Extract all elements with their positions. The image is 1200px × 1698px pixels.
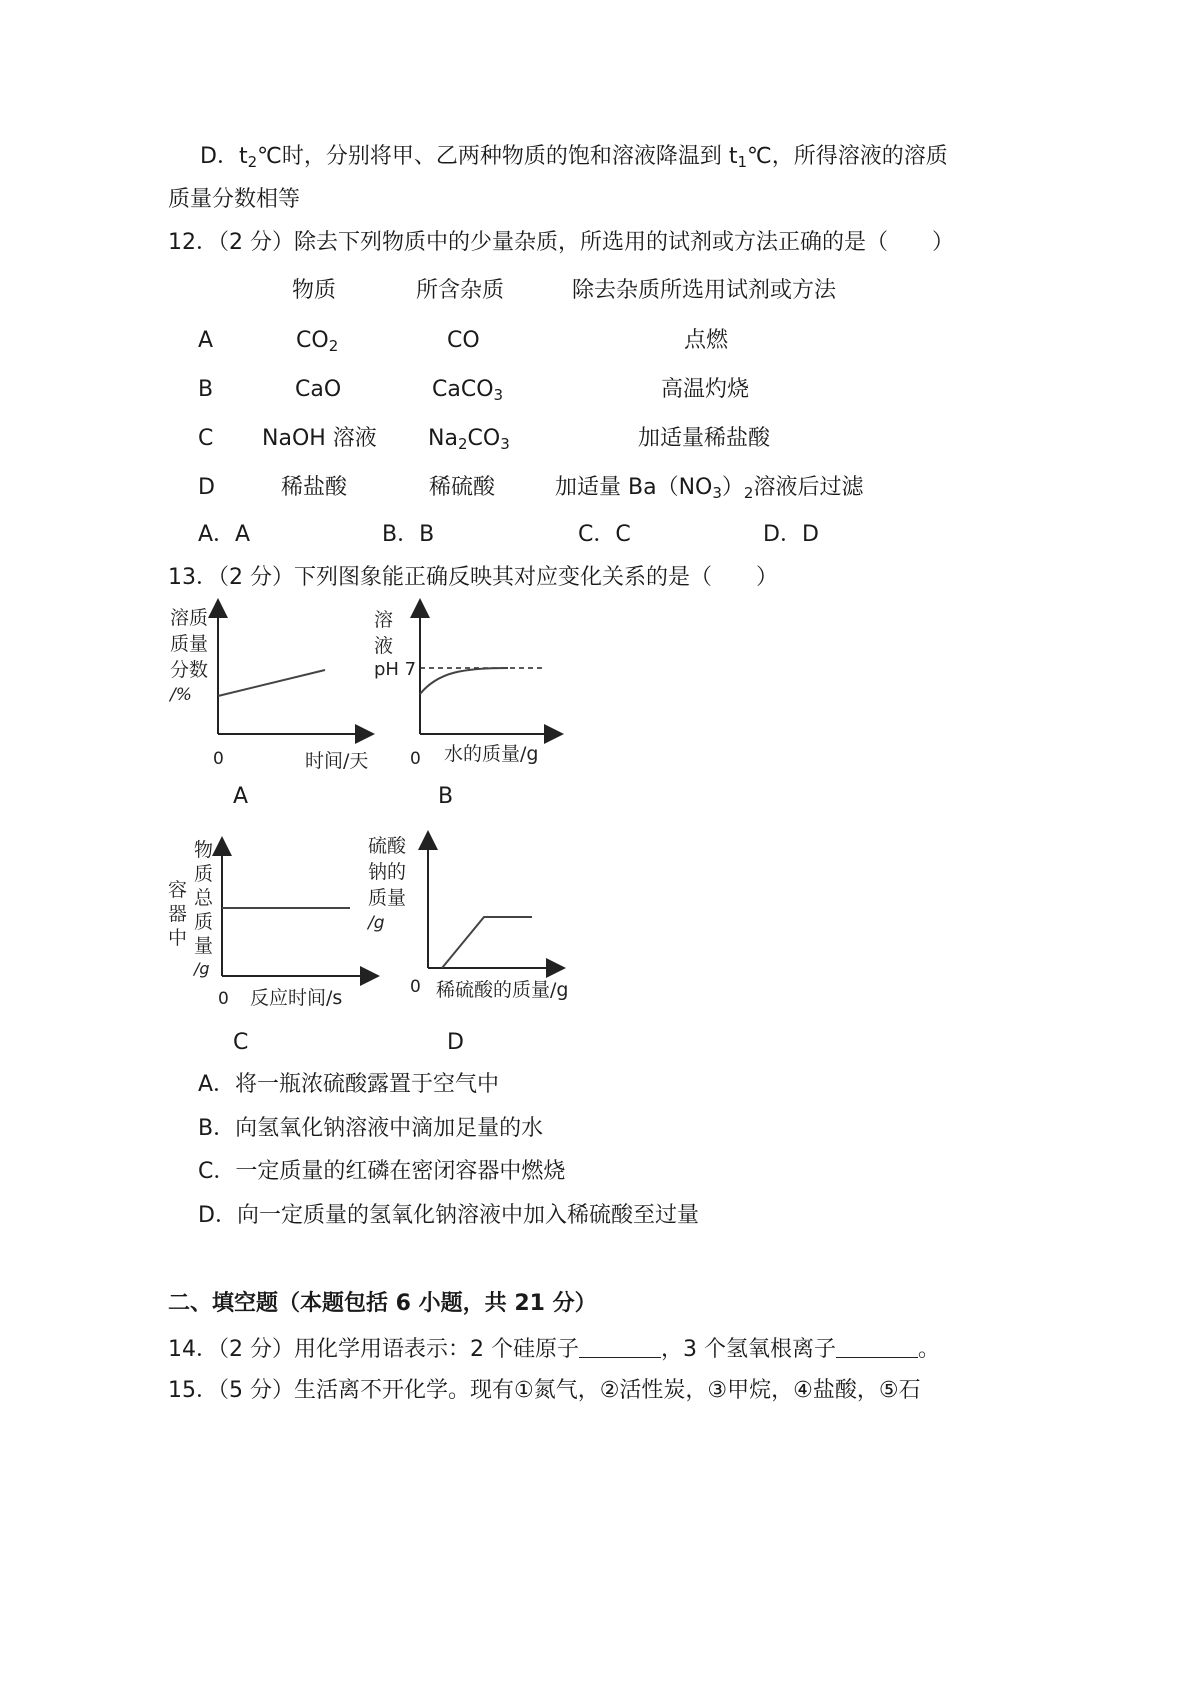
graph-b-svg [368, 596, 568, 816]
graph-b-ylabel-1: 溶 [374, 609, 394, 631]
q11-d-sub2: 2 [247, 153, 258, 171]
q12-row-c-impurity-text: Na [428, 426, 458, 451]
graph-c-caption: C [233, 1030, 249, 1055]
q12-row-d-impurity: 稀硫酸 [429, 475, 496, 500]
q12-header-method: 除去杂质所选用试剂或方法 [572, 278, 837, 303]
q11-option-d-line2: 质量分数相等 [168, 187, 301, 212]
q14-blank-1[interactable] [579, 1337, 661, 1358]
q12-choice-b: B．B [382, 522, 435, 547]
graph-b-origin: 0 [410, 749, 421, 769]
section2-heading-mid: 小题，共 [410, 1291, 515, 1316]
q14-part3: 。 [917, 1337, 940, 1362]
graph-a [160, 596, 390, 816]
graph-c-ylabel-5: 量 [194, 935, 214, 957]
graph-c-ylabel-6: /g [194, 959, 210, 978]
q12-header-impurity: 所含杂质 [416, 278, 505, 303]
graph-c-ylabel-left-1: 容 [168, 879, 188, 901]
q11-d-sub1: 1 [737, 153, 747, 171]
q12-row-b-impurity [432, 379, 503, 403]
graph-d-ylabel-2: 钠的 [368, 861, 407, 883]
q12-row-d-method-post: 溶液后过滤 [753, 475, 864, 500]
graph-c-ylabel-1: 物 [194, 839, 214, 861]
q11-d-mid: ℃时，分别将甲、乙两种物质的饱和溶液降温到 t [257, 144, 738, 169]
q12-row-c-impurity-sub2: 3 [500, 435, 510, 453]
q12-row-a-substance-text: CO [296, 328, 329, 353]
q12-row-c-impurity-tail: CO [467, 426, 501, 451]
graph-d-svg [364, 828, 584, 1018]
graph-d-ylabel-4: /g [368, 913, 385, 933]
graph-a-svg [160, 596, 390, 816]
q12-header-substance: 物质 [292, 278, 337, 303]
q12-row-b-impurity-text: CaCO [432, 377, 494, 402]
graph-c-xlabel: 反应时间/s [250, 987, 343, 1009]
q12-row-b-method: 高温灼烧 [661, 377, 750, 402]
graph-b-ylabel-2: 液 [374, 635, 394, 657]
q15-line: 15．（5 分）生活离不开化学。现有①氮气，②活性炭，③甲烷，④盐酸，⑤石 [168, 1378, 921, 1403]
graph-c-svg [160, 832, 380, 1022]
graph-b-caption: B [438, 784, 454, 809]
q12-row-d-method-sub2: 2 [743, 484, 754, 502]
q14-line [168, 1337, 940, 1361]
q12-row-c-method: 加适量稀盐酸 [638, 426, 771, 451]
q12-row-d-method-mid: ） [721, 475, 744, 500]
graph-d [364, 828, 584, 1018]
graph-b [368, 596, 568, 816]
graph-d-caption: D [447, 1030, 464, 1055]
q14-part2: ，3 个氢氧根离子 [660, 1337, 836, 1362]
graph-c-ylabel-3: 总 [194, 887, 214, 909]
q12-row-c-substance: NaOH 溶液 [262, 426, 377, 451]
q12-row-b-impurity-sub: 3 [493, 386, 504, 404]
q12-row-a-substance [296, 330, 338, 354]
q12-row-c-impurity-sub1: 2 [457, 435, 468, 453]
q13-stem: 13．（2 分）下列图象能正确反映其对应变化关系的是（ ） [168, 565, 778, 590]
section2-heading-n2: 21 [514, 1291, 545, 1316]
q12-row-d-method-sub1: 3 [712, 484, 722, 502]
q12-row-d-label: D [198, 475, 215, 500]
q14-part1: 14．（2 分）用化学用语表示：2 个硅原子 [168, 1337, 579, 1362]
graph-d-ylabel-1: 硫酸 [368, 835, 407, 857]
q12-row-a-method: 点燃 [684, 328, 729, 353]
section2-heading-post: 分） [544, 1291, 597, 1316]
graph-b-ph-label: pH 7 [374, 659, 417, 680]
graph-a-ylabel-4: /% [170, 685, 192, 705]
q12-row-b-substance: CaO [295, 377, 342, 402]
graph-d-origin: 0 [410, 977, 421, 997]
q12-choice-c: C．C [578, 522, 631, 547]
section2-heading-n1: 6 [395, 1291, 411, 1316]
graph-b-curve [420, 668, 508, 694]
q12-row-a-substance-sub: 2 [328, 337, 339, 355]
q12-stem: 12．（2 分）除去下列物质中的少量杂质，所选用的试剂或方法正确的是（ ） [168, 230, 954, 255]
graph-a-ylabel-3: 分数 [170, 659, 209, 681]
q12-row-a-impurity: CO [447, 328, 480, 353]
graph-a-xlabel: 时间/天 [305, 750, 369, 772]
graph-d-ylabel-3: 质量 [368, 887, 407, 909]
q11-d-post: ℃，所得溶液的溶质 [747, 144, 948, 169]
q12-row-b-label: B [198, 377, 214, 402]
graph-a-origin: 0 [213, 749, 224, 769]
q14-blank-2[interactable] [836, 1337, 918, 1358]
graph-c-ylabel-2: 质 [194, 863, 214, 885]
q12-row-d-substance: 稀盐酸 [281, 475, 348, 500]
graph-c-ylabel-left-3: 中 [168, 927, 188, 949]
graph-c-origin: 0 [218, 989, 229, 1009]
graph-a-caption: A [233, 784, 249, 809]
q11-option-d [200, 146, 948, 170]
q12-row-c-label: C [198, 426, 214, 451]
q12-row-d-method-pre: 加适量 Ba（NO [555, 475, 713, 500]
q12-choice-a: A．A [198, 522, 251, 547]
q11-d-pre: D．t [200, 144, 248, 169]
q13-option-b: B．向氢氧化钠溶液中滴加足量的水 [198, 1116, 544, 1141]
q12-row-c-impurity [428, 428, 510, 452]
q13-option-c: C．一定质量的红磷在密闭容器中燃烧 [198, 1159, 566, 1184]
q12-row-d-method [555, 477, 863, 501]
graph-b-xlabel: 水的质量/g [444, 743, 539, 765]
q13-option-a: A．将一瓶浓硫酸露置于空气中 [198, 1072, 500, 1097]
graph-a-ylabel-2: 质量 [170, 633, 209, 655]
graph-c-ylabel-4: 质 [194, 911, 214, 933]
graph-a-curve [218, 670, 325, 696]
section2-heading [168, 1293, 597, 1315]
q12-choice-d: D．D [763, 522, 819, 547]
graph-c [160, 832, 380, 1022]
graph-a-ylabel-1: 溶质 [170, 607, 209, 629]
graph-d-xlabel: 稀硫酸的质量/g [436, 979, 569, 1001]
graph-d-curve [442, 917, 532, 968]
graph-c-ylabel-left-2: 器 [168, 903, 188, 925]
section2-heading-pre: 二、填空题（本题包括 [168, 1291, 396, 1316]
q13-option-d: D．向一定质量的氢氧化钠溶液中加入稀硫酸至过量 [198, 1203, 699, 1228]
q12-row-a-label: A [198, 328, 214, 353]
